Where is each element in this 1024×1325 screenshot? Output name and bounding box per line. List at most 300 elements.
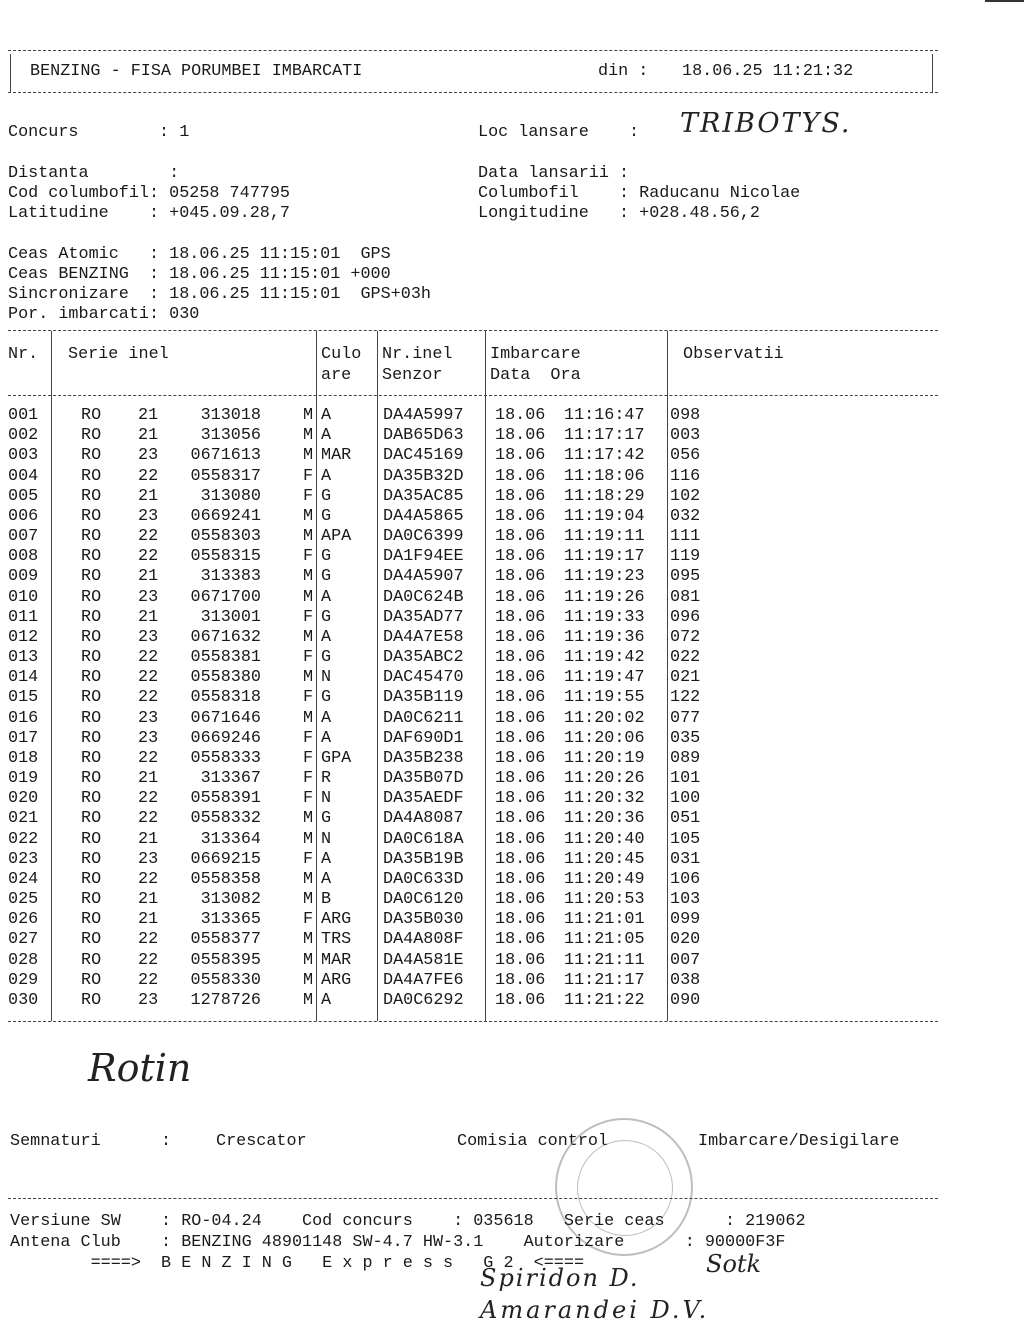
row-time: 11:17:17: [564, 426, 645, 446]
row-sensor-id: DAC45470: [383, 668, 464, 688]
row-nr: 002: [8, 426, 39, 446]
row-time: 11:20:45: [564, 849, 645, 869]
row-sex: M: [303, 627, 314, 647]
row-sex: F: [303, 728, 314, 748]
row-time: 11:19:11: [564, 527, 645, 547]
row-country: RO: [81, 627, 102, 647]
row-country: RO: [81, 990, 102, 1010]
row-country: RO: [81, 506, 102, 526]
table-row: [8, 729, 948, 749]
row-sex: F: [303, 688, 314, 708]
table-header-rule: [8, 395, 938, 396]
row-date: 18.06: [495, 990, 546, 1010]
signature-amarandei: Amarandei D.V.: [480, 1296, 710, 1324]
table-row: [8, 769, 948, 789]
row-color: A: [321, 708, 332, 728]
row-ring-number: 0558330: [190, 970, 261, 990]
row-time: 11:20:49: [564, 869, 645, 889]
row-color: A: [321, 990, 332, 1010]
row-year: 22: [138, 809, 159, 829]
header-bottom-rule: [8, 92, 938, 93]
row-ring-number: 313364: [200, 829, 261, 849]
row-time: 11:19:26: [564, 587, 645, 607]
row-nr: 019: [8, 769, 39, 789]
table-row: [8, 668, 948, 688]
row-country: RO: [81, 748, 102, 768]
table-row: [8, 547, 948, 567]
col-header-nrinel: Nr.inel: [382, 345, 453, 364]
row-color: G: [321, 607, 332, 627]
row-ring-number: 0558303: [190, 527, 261, 547]
ceas-benzing-field: Ceas BENZING : 18.06.25 11:15:01 +000: [8, 265, 391, 284]
row-time: 11:20:40: [564, 829, 645, 849]
row-observatii: 038: [670, 970, 701, 990]
row-date: 18.06: [495, 970, 546, 990]
row-country: RO: [81, 809, 102, 829]
row-color: A: [321, 466, 332, 486]
row-color: A: [321, 406, 332, 425]
row-observatii: 032: [670, 506, 701, 526]
semnaturi-label: Semnaturi :: [10, 1132, 172, 1151]
row-date: 18.06: [495, 587, 546, 607]
row-date: 18.06: [495, 426, 546, 446]
row-color: ARG: [321, 910, 352, 930]
row-year: 23: [138, 990, 159, 1010]
row-observatii: 103: [670, 890, 701, 910]
row-ring-number: 1278726: [190, 990, 261, 1010]
row-sensor-id: DA35B07D: [383, 769, 464, 789]
row-nr: 006: [8, 506, 39, 526]
row-observatii: 116: [670, 466, 701, 486]
row-ring-number: 0558333: [190, 748, 261, 768]
row-sex: F: [303, 789, 314, 809]
table-row: [8, 809, 948, 829]
row-sex: F: [303, 486, 314, 506]
table-row: [8, 588, 948, 608]
row-date: 18.06: [495, 688, 546, 708]
row-sex: M: [303, 567, 314, 587]
row-observatii: 089: [670, 748, 701, 768]
table-row: [8, 910, 948, 930]
table-row: [8, 789, 948, 809]
row-color: A: [321, 587, 332, 607]
row-sex: M: [303, 990, 314, 1010]
row-year: 21: [138, 426, 159, 446]
row-ring-number: 0558381: [190, 648, 261, 668]
row-color: G: [321, 506, 332, 526]
row-ring-number: 0558380: [190, 668, 261, 688]
table-row: [8, 951, 948, 971]
row-sex: M: [303, 668, 314, 688]
row-nr: 018: [8, 748, 39, 768]
row-ring-number: 313367: [200, 769, 261, 789]
row-sex: M: [303, 950, 314, 970]
loc-lansare-label: Loc lansare :: [478, 123, 640, 142]
row-date: 18.06: [495, 506, 546, 526]
row-sex: F: [303, 910, 314, 930]
row-time: 11:17:42: [564, 446, 645, 466]
table-row: [8, 406, 948, 426]
porumbei-imbarcati-count: Por. imbarcati: 030: [8, 305, 200, 324]
row-ring-number: 0558358: [190, 869, 261, 889]
row-sex: M: [303, 587, 314, 607]
row-year: 22: [138, 547, 159, 567]
col-header-are: are: [321, 366, 352, 385]
row-date: 18.06: [495, 910, 546, 930]
row-country: RO: [81, 829, 102, 849]
row-time: 11:20:53: [564, 890, 645, 910]
row-sex: F: [303, 466, 314, 486]
header-left-rule: [10, 54, 11, 92]
row-color: B: [321, 890, 332, 910]
row-year: 22: [138, 688, 159, 708]
row-nr: 023: [8, 849, 39, 869]
row-color: TRS: [321, 930, 352, 950]
row-year: 22: [138, 527, 159, 547]
row-sensor-id: DA4A8087: [383, 809, 464, 829]
row-year: 22: [138, 930, 159, 950]
row-sex: F: [303, 648, 314, 668]
row-sex: M: [303, 406, 314, 425]
row-time: 11:19:33: [564, 607, 645, 627]
row-time: 11:21:01: [564, 910, 645, 930]
row-color: G: [321, 486, 332, 506]
row-color: GPA: [321, 748, 352, 768]
row-color: A: [321, 627, 332, 647]
row-year: 23: [138, 728, 159, 748]
row-country: RO: [81, 930, 102, 950]
row-observatii: 101: [670, 769, 701, 789]
row-color: APA: [321, 527, 352, 547]
row-ring-number: 0558395: [190, 950, 261, 970]
row-observatii: 099: [670, 910, 701, 930]
row-nr: 005: [8, 486, 39, 506]
row-nr: 028: [8, 950, 39, 970]
row-sensor-id: DA0C624B: [383, 587, 464, 607]
row-time: 11:21:05: [564, 930, 645, 950]
row-sensor-id: DA0C618A: [383, 829, 464, 849]
table-row: [8, 487, 948, 507]
row-nr: 026: [8, 910, 39, 930]
row-observatii: 031: [670, 849, 701, 869]
row-observatii: 100: [670, 789, 701, 809]
row-observatii: 035: [670, 728, 701, 748]
row-sex: M: [303, 970, 314, 990]
row-color: A: [321, 728, 332, 748]
row-year: 22: [138, 950, 159, 970]
table-row: [8, 608, 948, 628]
row-observatii: 022: [670, 648, 701, 668]
cod-columbofil-field: Cod columbofil: 05258 747795: [8, 184, 290, 203]
row-year: 21: [138, 910, 159, 930]
table-row: [8, 830, 948, 850]
row-sex: M: [303, 829, 314, 849]
row-color: G: [321, 809, 332, 829]
row-color: R: [321, 769, 332, 789]
row-color: G: [321, 547, 332, 567]
row-year: 23: [138, 446, 159, 466]
row-time: 11:20:06: [564, 728, 645, 748]
row-date: 18.06: [495, 567, 546, 587]
row-sensor-id: DA0C6399: [383, 527, 464, 547]
row-country: RO: [81, 910, 102, 930]
row-country: RO: [81, 607, 102, 627]
row-observatii: 122: [670, 688, 701, 708]
row-date: 18.06: [495, 748, 546, 768]
row-ring-number: 0558332: [190, 809, 261, 829]
crescator-label: Crescator: [216, 1132, 307, 1151]
row-nr: 020: [8, 789, 39, 809]
row-ring-number: 313365: [200, 910, 261, 930]
footer-top-rule: [8, 1198, 938, 1199]
table-row: [8, 446, 948, 466]
row-observatii: 106: [670, 869, 701, 889]
row-sensor-id: DA35ABC2: [383, 648, 464, 668]
row-date: 18.06: [495, 930, 546, 950]
row-nr: 003: [8, 446, 39, 466]
row-nr: 021: [8, 809, 39, 829]
row-year: 21: [138, 406, 159, 425]
row-time: 11:19:42: [564, 648, 645, 668]
row-time: 11:19:04: [564, 506, 645, 526]
row-nr: 025: [8, 890, 39, 910]
row-color: MAR: [321, 446, 352, 466]
row-country: RO: [81, 406, 102, 425]
row-country: RO: [81, 688, 102, 708]
row-observatii: 096: [670, 607, 701, 627]
table-row: [8, 870, 948, 890]
row-country: RO: [81, 890, 102, 910]
row-sensor-id: DA1F94EE: [383, 547, 464, 567]
row-observatii: 056: [670, 446, 701, 466]
row-year: 22: [138, 748, 159, 768]
row-color: G: [321, 648, 332, 668]
signature-rotin: Rotin: [88, 1046, 192, 1090]
row-observatii: 111: [670, 527, 701, 547]
row-nr: 027: [8, 930, 39, 950]
row-date: 18.06: [495, 849, 546, 869]
table-row: [8, 567, 948, 587]
row-observatii: 021: [670, 668, 701, 688]
row-sensor-id: DA4A808F: [383, 930, 464, 950]
row-ring-number: 0669241: [190, 506, 261, 526]
row-date: 18.06: [495, 547, 546, 567]
row-date: 18.06: [495, 486, 546, 506]
row-ring-number: 0558391: [190, 789, 261, 809]
table-row: [8, 688, 948, 708]
row-date: 18.06: [495, 527, 546, 547]
row-observatii: 098: [670, 406, 701, 425]
row-country: RO: [81, 648, 102, 668]
row-time: 11:20:26: [564, 769, 645, 789]
sincronizare-field: Sincronizare : 18.06.25 11:15:01 GPS+03h: [8, 285, 431, 304]
row-time: 11:21:11: [564, 950, 645, 970]
data-lansarii-field: Data lansarii :: [478, 164, 630, 183]
row-nr: 015: [8, 688, 39, 708]
versiune-line: Versiune SW : RO-04.24 Cod concurs : 035618 Serie ceas : 219062: [10, 1212, 806, 1231]
row-sensor-id: DA0C6292: [383, 990, 464, 1010]
row-date: 18.06: [495, 809, 546, 829]
latitudine-field: Latitudine : +045.09.28,7: [8, 204, 290, 223]
table-row: [8, 850, 948, 870]
row-time: 11:21:17: [564, 970, 645, 990]
row-nr: 030: [8, 990, 39, 1010]
row-sensor-id: DA0C6120: [383, 890, 464, 910]
imbarcare-desigilare-label: Imbarcare/Desigilare: [698, 1132, 900, 1151]
distanta-field: Distanta :: [8, 164, 180, 183]
row-sex: M: [303, 890, 314, 910]
row-sensor-id: DAF690D1: [383, 728, 464, 748]
longitudine-field: Longitudine : +028.48.56,2: [478, 204, 760, 223]
row-sex: F: [303, 769, 314, 789]
row-date: 18.06: [495, 869, 546, 889]
row-color: G: [321, 688, 332, 708]
col-header-data-ora: Data Ora: [490, 366, 581, 385]
row-ring-number: 0669215: [190, 849, 261, 869]
row-observatii: 090: [670, 990, 701, 1010]
row-color: G: [321, 567, 332, 587]
row-date: 18.06: [495, 829, 546, 849]
row-ring-number: 313056: [200, 426, 261, 446]
row-sensor-id: DA35AC85: [383, 486, 464, 506]
row-country: RO: [81, 849, 102, 869]
row-color: A: [321, 426, 332, 446]
row-sex: M: [303, 930, 314, 950]
concurs-field: Concurs : 1: [8, 123, 190, 142]
table-row: [8, 930, 948, 950]
row-sex: M: [303, 809, 314, 829]
row-year: 21: [138, 890, 159, 910]
row-time: 11:20:36: [564, 809, 645, 829]
row-observatii: 077: [670, 708, 701, 728]
row-ring-number: 0671700: [190, 587, 261, 607]
ceas-atomic-field: Ceas Atomic : 18.06.25 11:15:01 GPS: [8, 245, 391, 264]
row-country: RO: [81, 769, 102, 789]
row-year: 21: [138, 769, 159, 789]
row-color: N: [321, 789, 332, 809]
row-time: 11:19:17: [564, 547, 645, 567]
header-top-rule: [8, 50, 938, 51]
table-row: [8, 890, 948, 910]
row-ring-number: 0669246: [190, 728, 261, 748]
row-date: 18.06: [495, 950, 546, 970]
row-year: 21: [138, 829, 159, 849]
loc-lansare-handwritten: TRIBOTYS.: [680, 108, 852, 139]
row-date: 18.06: [495, 890, 546, 910]
print-datetime: 18.06.25 11:21:32: [682, 62, 854, 81]
row-date: 18.06: [495, 607, 546, 627]
row-year: 23: [138, 587, 159, 607]
row-year: 23: [138, 506, 159, 526]
row-time: 11:19:55: [564, 688, 645, 708]
row-year: 22: [138, 970, 159, 990]
row-color: A: [321, 849, 332, 869]
row-date: 18.06: [495, 708, 546, 728]
table-top-rule: [8, 330, 938, 331]
row-sensor-id: DA35B238: [383, 748, 464, 768]
row-sex: M: [303, 426, 314, 446]
row-color: MAR: [321, 950, 352, 970]
row-nr: 013: [8, 648, 39, 668]
row-time: 11:19:47: [564, 668, 645, 688]
signature-sotk: Sotk: [706, 1250, 762, 1278]
row-ring-number: 0558377: [190, 930, 261, 950]
row-date: 18.06: [495, 446, 546, 466]
row-country: RO: [81, 728, 102, 748]
row-country: RO: [81, 708, 102, 728]
row-observatii: 119: [670, 547, 701, 567]
table-row: [8, 709, 948, 729]
row-sex: F: [303, 849, 314, 869]
row-observatii: 020: [670, 930, 701, 950]
row-year: 21: [138, 486, 159, 506]
row-sex: F: [303, 748, 314, 768]
row-sex: M: [303, 527, 314, 547]
row-sensor-id: DAB65D63: [383, 426, 464, 446]
row-time: 11:20:02: [564, 708, 645, 728]
row-nr: 010: [8, 587, 39, 607]
row-sensor-id: DA35B19B: [383, 849, 464, 869]
row-date: 18.06: [495, 728, 546, 748]
row-time: 11:18:06: [564, 466, 645, 486]
row-year: 22: [138, 789, 159, 809]
row-ring-number: 0558317: [190, 466, 261, 486]
row-year: 21: [138, 567, 159, 587]
row-sex: M: [303, 869, 314, 889]
row-sensor-id: DA4A581E: [383, 950, 464, 970]
row-ring-number: 313001: [200, 607, 261, 627]
row-country: RO: [81, 466, 102, 486]
row-observatii: 095: [670, 567, 701, 587]
row-nr: 007: [8, 527, 39, 547]
table-row: [8, 628, 948, 648]
table-row: [8, 971, 948, 991]
col-header-nr: Nr.: [8, 345, 39, 364]
row-ring-number: 0558315: [190, 547, 261, 567]
table-row: [8, 527, 948, 547]
row-country: RO: [81, 446, 102, 466]
col-header-imbarcare: Imbarcare: [490, 345, 581, 364]
row-time: 11:16:47: [564, 406, 645, 425]
row-year: 22: [138, 466, 159, 486]
row-sensor-id: DA35B030: [383, 910, 464, 930]
row-nr: 016: [8, 708, 39, 728]
row-sensor-id: DA0C633D: [383, 869, 464, 889]
row-observatii: 007: [670, 950, 701, 970]
row-country: RO: [81, 789, 102, 809]
row-sensor-id: DA4A7E58: [383, 627, 464, 647]
row-sensor-id: DA4A5907: [383, 567, 464, 587]
row-sex: F: [303, 547, 314, 567]
row-country: RO: [81, 486, 102, 506]
table-row: [8, 749, 948, 769]
row-date: 18.06: [495, 406, 546, 425]
din-label: din :: [598, 62, 649, 81]
row-ring-number: 0671646: [190, 708, 261, 728]
page-edge-mark: [985, 0, 1024, 2]
row-nr: 001: [8, 406, 39, 425]
row-date: 18.06: [495, 789, 546, 809]
row-sensor-id: DA35B119: [383, 688, 464, 708]
row-color: N: [321, 829, 332, 849]
row-sex: M: [303, 506, 314, 526]
row-sensor-id: DA35B32D: [383, 466, 464, 486]
row-sex: F: [303, 607, 314, 627]
signature-spiridon: Spiridon D.: [480, 1264, 640, 1292]
row-year: 23: [138, 627, 159, 647]
row-nr: 004: [8, 466, 39, 486]
row-ring-number: 0558318: [190, 688, 261, 708]
